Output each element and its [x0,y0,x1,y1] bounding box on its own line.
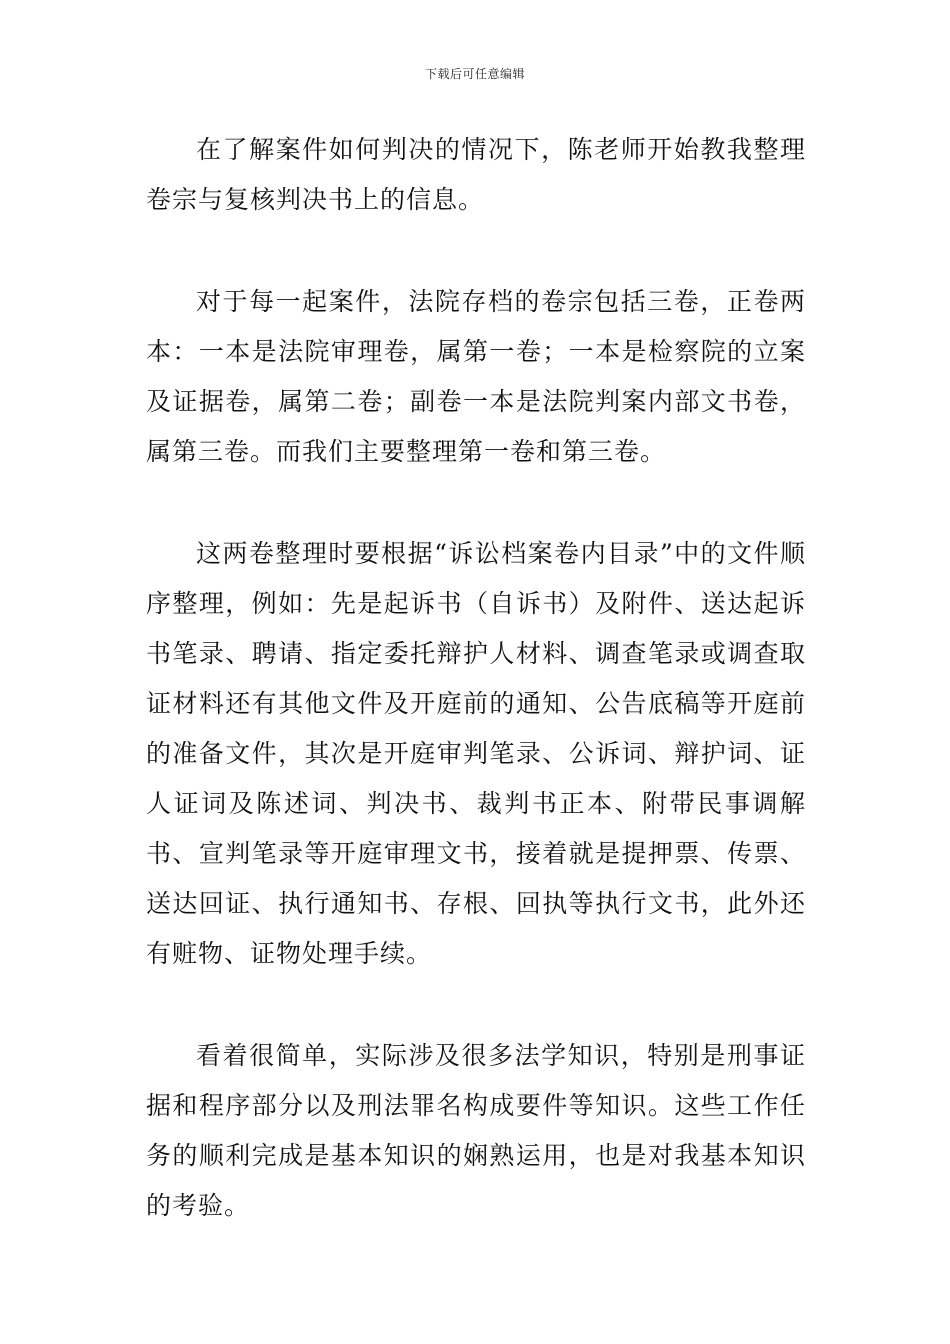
paragraph-4: 看着很简单，实际涉及很多法学知识，特别是刑事证据和程序部分以及刑法罪名构成要件等知识。这些工作任务的顺利完成是基本知识的娴熟运用，也是对我基本知识的考验。 [146,1041,806,1220]
page-header: 下载后可任意编辑 [424,67,525,81]
paragraph-3: 这两卷整理时要根据“诉讼档案卷内目录”中的文件顺序整理，例如：先是起诉书（自诉书）及附件、送达起诉书笔录、聘请、指定委托辩护人材料、调查笔录或调查取证材料还有其他文件及开庭前的通知、公告底稿等开庭前的准备文件，其次是开庭审判笔录、公诉词、辩护词、证人证词及陈述词、判决书、裁判书正本、附带民事调解书、宣判笔录等开庭审理文书，接着就是提押票、传票、送达回证、执行通知书、存根、回执等执行文书，此外还有赃物、证物处理手续。 [146,539,806,968]
document-body [146,125,806,1283]
paragraph-2: 对于每一起案件，法院存档的卷宗包括三卷，正卷两本：一本是法院审理卷，属第一卷；一本是检察院的立案及证据卷，属第二卷；副卷一本是法院判案内部文书卷，属第三卷。而我们主要整理第一卷和第三卷。 [146,287,806,466]
paragraph-1: 在了解案件如何判决的情况下，陈老师开始教我整理卷宗与复核判决书上的信息。 [146,135,806,214]
